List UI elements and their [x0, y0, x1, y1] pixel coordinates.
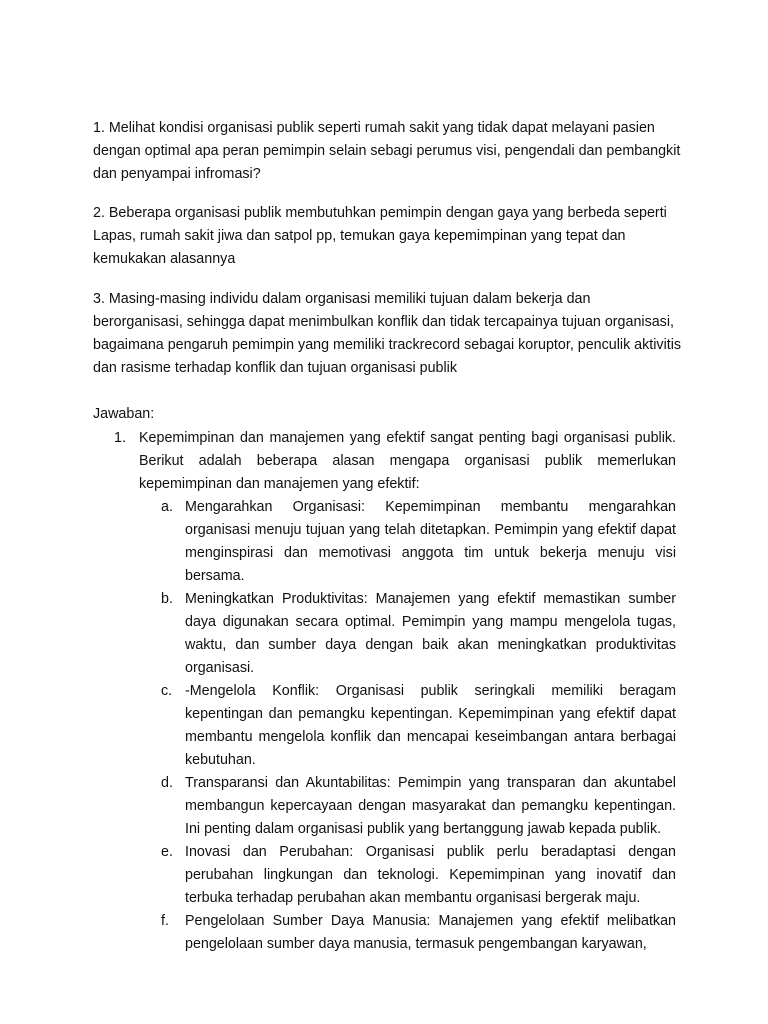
list-item-text: -Mengelola Konflik: Organisasi publik seringkali memiliki beragam kepentingan dan pemangku kepentingan. Kepemimpinan yang efektif dapat membantu mengelola konflik dan mencapai keseimbangan antara berbagai kebutuhan. [185, 683, 676, 768]
list-item-letter: f. [161, 913, 169, 929]
answer-number: 1. [114, 430, 126, 446]
answer-sublist [139, 496, 676, 956]
answer-list [93, 427, 676, 956]
list-item-text: Pengelolaan Sumber Daya Manusia: Manajemen yang efektif melibatkan pengelolaan sumber daya manusia, termasuk pengembangan karyawan, [185, 913, 676, 952]
list-item-text: Transparansi dan Akuntabilitas: Pemimpin yang transparan dan akuntabel membangun kepercayaan dengan masyarakat dan pemangku kepentingan. Ini penting dalam organisasi publik yang bertanggung jawab kepada publik. [185, 775, 676, 837]
list-item [161, 680, 676, 772]
question-2: 2. Beberapa organisasi publik membutuhkan pemimpin dengan gaya yang berbeda seperti Lapas, rumah sakit jiwa dan satpol pp, temukan gaya kepemimpinan yang tepat dan kemukakan alasannya [93, 205, 667, 267]
list-item-letter: c. [161, 683, 173, 699]
list-item-text: Meningkatkan Produktivitas: Manajemen yang efektif memastikan sumber daya digunakan secara optimal. Pemimpin yang mampu mengelola tugas, waktu, dan sumber daya dengan baik akan meningkatkan produktivitas organisasi. [185, 591, 676, 676]
list-item [161, 496, 676, 588]
list-item-letter: d. [161, 775, 173, 791]
list-item [161, 841, 676, 910]
list-item-letter: e. [161, 844, 173, 860]
list-item [161, 910, 676, 956]
list-item-letter: b. [161, 591, 173, 607]
list-item [161, 588, 676, 680]
answer-heading: Jawaban: [93, 406, 155, 422]
list-item [161, 772, 676, 841]
question-3: 3. Masing-masing individu dalam organisasi memiliki tujuan dalam bekerja dan berorganisasi, sehingga dapat menimbulkan konflik dan tidak tercapainya tujuan organisasi, bagaimana pengaruh pemimpin yang memiliki trackrecord sebagai koruptor, penculik aktivitis dan rasisme terhadap konflik dan tujuan organisasi publik [93, 291, 682, 376]
list-item-text: Mengarahkan Organisasi: Kepemimpinan membantu mengarahkan organisasi menuju tujuan yang telah ditetapkan. Pemimpin yang efektif dapat menginspirasi dan memotivasi anggota tim untuk bekerja menuju visi bersama. [185, 499, 676, 584]
list-item-text: Inovasi dan Perubahan: Organisasi publik perlu beradaptasi dengan perubahan lingkungan dan teknologi. Kepemimpinan yang inovatif dan terbuka terhadap perubahan akan membantu organisasi bergerak maju. [185, 844, 676, 906]
question-1: 1. Melihat kondisi organisasi publik seperti rumah sakit yang tidak dapat melayani pasien dengan optimal apa peran pemimpin selain sebagi perumus visi, pengendali dan pembangkit dan penyampai infromasi? [93, 120, 681, 182]
answer-intro: Kepemimpinan dan manajemen yang efektif sangat penting bagi organisasi publik. Berikut adalah beberapa alasan mengapa organisasi publik memerlukan kepemimpinan dan manajemen yang efektif: [139, 430, 676, 492]
list-item-letter: a. [161, 499, 173, 515]
